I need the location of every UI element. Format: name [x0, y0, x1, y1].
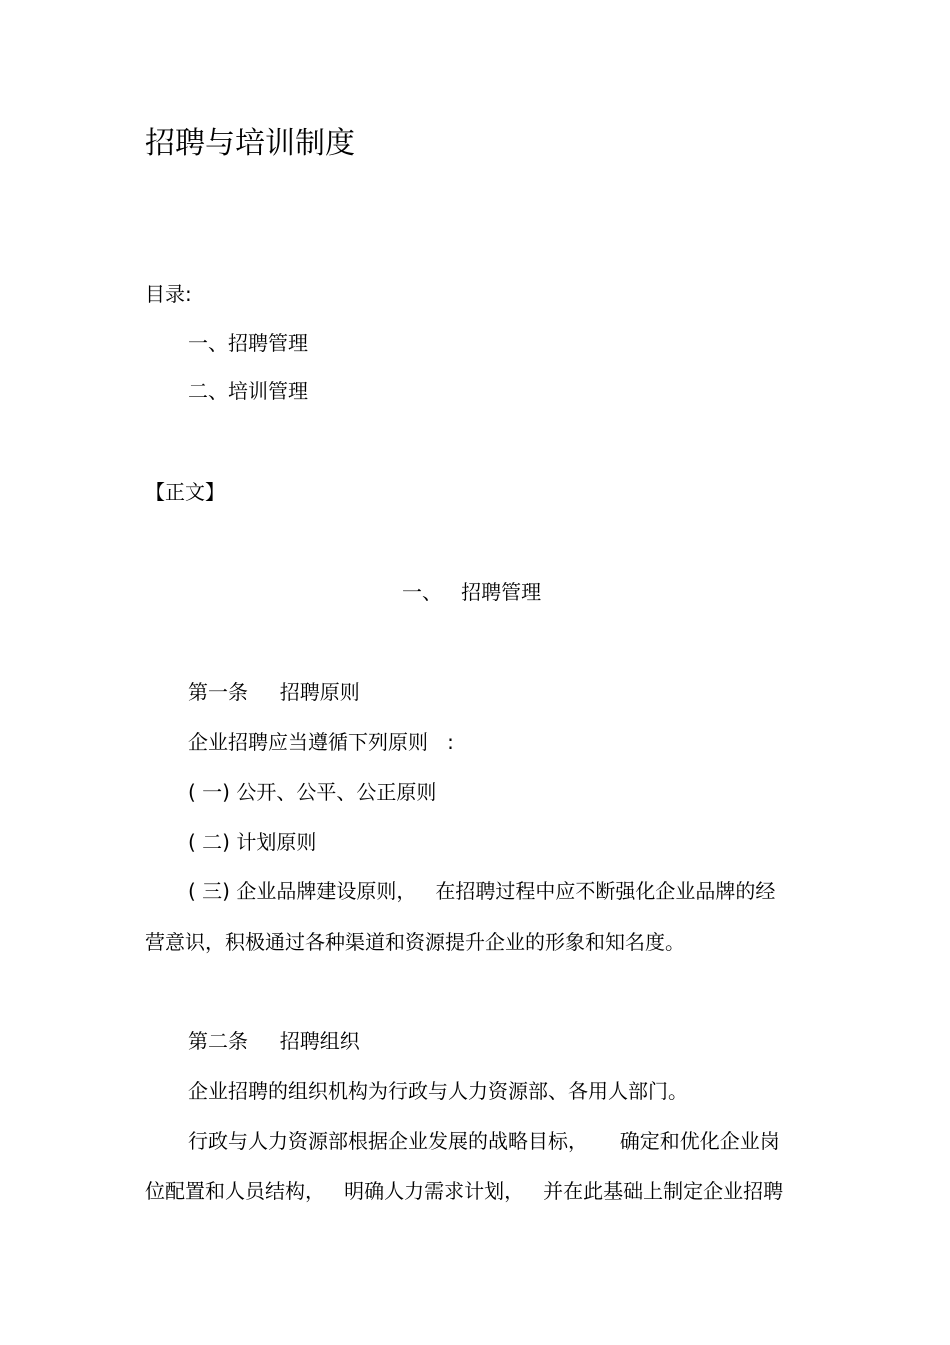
list-item: ( 三) 企业品牌建设原则， 在招聘过程中应不断强化企业品牌的经: [188, 879, 776, 903]
toc-label: 目录:: [145, 282, 192, 306]
list-item: ( 二) 计划原则: [188, 830, 317, 854]
body-marker: 【正文】: [145, 480, 225, 504]
article-heading: 第二条 招聘组织: [188, 1029, 360, 1053]
document-title: 招聘与培训制度: [145, 126, 355, 161]
list-item: ( 一) 公开、公平、公正原则: [188, 780, 437, 804]
article-heading: 第一条 招聘原则: [188, 680, 360, 704]
paragraph: 企业招聘的组织机构为行政与人力资源部、各用人部门。: [188, 1079, 688, 1103]
paragraph: 企业招聘应当遵循下列原则 :: [188, 730, 454, 754]
paragraph-continuation: 位配置和人员结构， 明确人力需求计划， 并在此基础上制定企业招聘: [145, 1179, 784, 1203]
toc-item: 一、招聘管理: [188, 331, 308, 355]
section-heading: 一、 招聘管理: [402, 580, 542, 604]
paragraph-continuation: 营意识，积极通过各种渠道和资源提升企业的形象和知名度。: [145, 930, 685, 954]
paragraph: 行政与人力资源部根据企业发展的战略目标， 确定和优化企业岗: [188, 1129, 780, 1153]
toc-item: 二、培训管理: [188, 379, 308, 403]
